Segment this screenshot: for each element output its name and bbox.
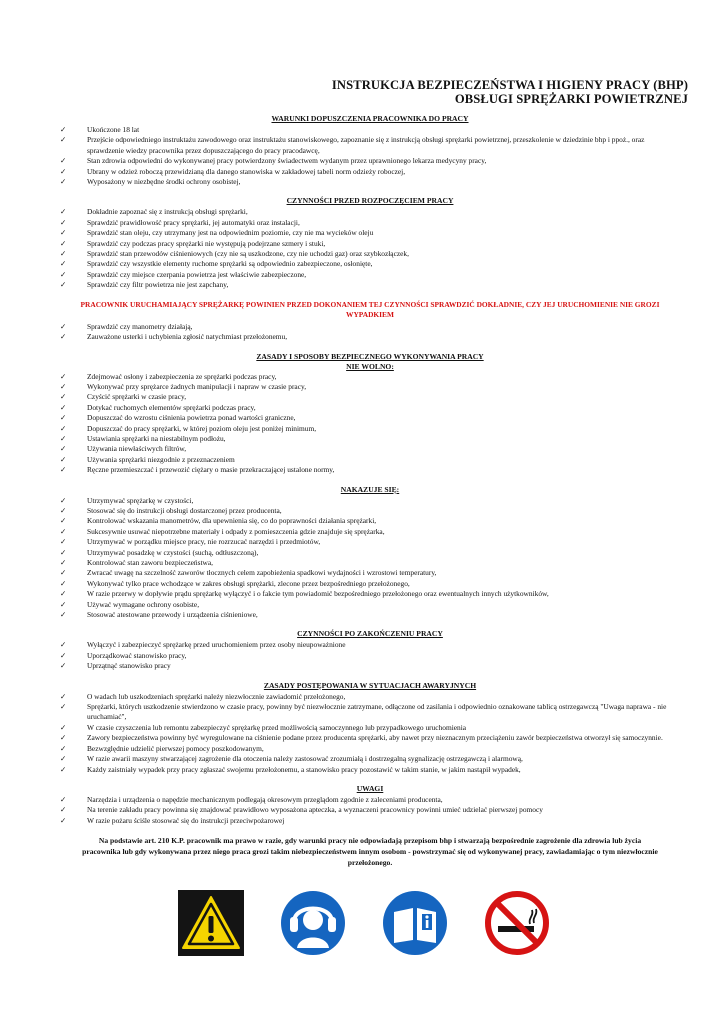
list-item-text: W razie przerwy w dopływie prądu sprężarkę wyłączyć i o fakcie tym powiadomić bezpośredniego przełożonego oraz ewentualnych innych użytkowników, xyxy=(87,589,549,599)
check-icon: ✓ xyxy=(60,578,67,588)
list-item-text: Sprawdzić czy wszystkie elementy ruchome sprężarki są odpowiednio zabezpieczone, osłonięte, xyxy=(87,259,373,269)
list-item xyxy=(60,805,680,815)
list-item-text: Dopuszczać do wzrostu ciśnienia powietrza ponad wartości graniczne, xyxy=(87,413,296,423)
list-item-text: Zwracać uwagę na szczelność zaworów tłocznych celem zapobieżenia spadkowi wydajności i wzrostowi temperatury, xyxy=(87,568,437,578)
general-warning-icon xyxy=(178,890,244,956)
list-item xyxy=(60,744,680,754)
read-instructions-icon xyxy=(382,890,448,956)
list-item-text: Zauważone usterki i uchybienia zgłosić natychmiast przełożonemu, xyxy=(87,332,288,342)
list-nie-wolno xyxy=(60,372,680,476)
list-item xyxy=(60,558,680,568)
list-item xyxy=(60,816,680,826)
list-warning xyxy=(60,322,680,343)
check-icon: ✓ xyxy=(60,610,67,620)
list-item-text: Dotykać ruchomych elementów sprężarki podczas pracy, xyxy=(87,402,256,412)
list-item xyxy=(60,579,680,589)
list-item xyxy=(60,280,680,290)
list-item-text: Zawory bezpieczeństwa powinny być wyregulowane na ciśnienie podane przez producenta sprężarki, aby nawet przy nieznacznym przeciążeniu zawór bezpieczeństwa otworzył się samoczynnie. xyxy=(87,733,663,743)
check-icon: ✓ xyxy=(60,589,67,599)
list-item xyxy=(60,496,680,506)
list-item xyxy=(60,765,680,775)
no-smoking-icon xyxy=(484,890,550,956)
list-item xyxy=(60,723,680,733)
check-icon: ✓ xyxy=(60,599,67,609)
check-icon: ✓ xyxy=(60,691,67,701)
list-item-text: Wyłączyć i zabezpieczyć sprężarkę przed uruchomieniem przez osoby nieupoważnione xyxy=(87,640,346,650)
check-icon: ✓ xyxy=(60,280,67,290)
section-heading-przed: CZYNNOŚCI PRZED ROZPOCZĘCIEM PRACY xyxy=(286,196,454,206)
list-item-text: Utrzymywać posadzkę w czystości (suchą, odtłuszczoną), xyxy=(87,547,259,557)
check-icon: ✓ xyxy=(60,423,67,433)
check-icon: ✓ xyxy=(60,794,67,804)
title-line-2: OBSŁUGI SPRĘŻARKI POWIETRZNEJ xyxy=(454,92,688,106)
list-item xyxy=(60,733,680,743)
check-icon: ✓ xyxy=(60,332,67,342)
check-icon: ✓ xyxy=(60,526,67,536)
list-item-text: Sprawdzić prawidłowość pracy sprężarki, jej automatyki oraz instalacji, xyxy=(87,217,300,227)
list-item xyxy=(60,218,680,228)
check-icon: ✓ xyxy=(60,764,67,774)
list-item xyxy=(60,506,680,516)
list-item xyxy=(60,661,680,671)
section-heading-uwagi: UWAGI xyxy=(356,783,384,793)
list-item xyxy=(60,692,680,702)
list-item xyxy=(60,372,680,382)
list-item xyxy=(60,600,680,610)
check-icon: ✓ xyxy=(60,505,67,515)
check-icon: ✓ xyxy=(60,166,67,176)
check-icon: ✓ xyxy=(60,754,67,764)
list-item-text: Używania niewłaściwych filtrów, xyxy=(87,444,187,454)
check-icon: ✓ xyxy=(60,207,67,217)
check-icon: ✓ xyxy=(60,156,67,166)
check-icon: ✓ xyxy=(60,805,67,815)
list-item-text: Czyścić sprężarki w czasie pracy, xyxy=(87,392,187,402)
safety-signs xyxy=(178,890,554,956)
list-item-text: Wykonywać tylko prace wchodzące w zakres obsługi sprężarki, zlecone przez bezpośredniego przełożonego, xyxy=(87,578,410,588)
list-nakazuje xyxy=(60,496,680,621)
list-uwagi xyxy=(60,795,680,826)
list-item xyxy=(60,434,680,444)
list-item xyxy=(60,239,680,249)
list-item-text: Dopuszczać do pracy sprężarki, w której poziom oleju jest poniżej minimum, xyxy=(87,423,317,433)
list-item-text: Sprawdzić czy miejsce czerpania powietrza jest właściwie zabezpieczone, xyxy=(87,269,307,279)
check-icon: ✓ xyxy=(60,433,67,443)
check-icon: ✓ xyxy=(60,392,67,402)
check-icon: ✓ xyxy=(60,444,67,454)
list-item-text: Kontrolować wskazania manometrów, dla upewnienia się, co do poprawności działania sprężarki, xyxy=(87,516,377,526)
list-item xyxy=(60,651,680,661)
list-item-text: Przejście odpowiedniego instruktażu zawodowego oraz instruktażu stanowiskowego, zapoznanie się z instrukcją obsługi sprężarki powietrznej, przeszkolenie w dziedzinie bhp i ppoż., oraz sprawdzenie wiedzy pracownika przez dopuszczającego do pracy pracodawcę, xyxy=(87,135,645,155)
section-heading-po: CZYNNOŚCI PO ZAKOŃCZENIU PRACY xyxy=(297,629,443,639)
list-item-text: Dokładnie zapoznać się z instrukcją obsługi sprężarki, xyxy=(87,207,248,217)
list-item-text: W razie awarii maszyny stwarzającej zagrożenie dla otoczenia należy zastosować zrozumiałą i dostrzegalną sygnalizację ostrzegawczą i alarmową, xyxy=(87,754,523,764)
list-item xyxy=(60,640,680,650)
list-item-text: O wadach lub uszkodzeniach sprężarki należy niezwłocznie zawiadomić przełożonego, xyxy=(87,691,346,701)
check-icon: ✓ xyxy=(60,558,67,567)
list-item-text: Utrzymywać sprężarkę w czystości, xyxy=(87,495,194,505)
check-icon: ✓ xyxy=(60,454,67,464)
list-item xyxy=(60,259,680,269)
list-item-text: Wykonywać przy sprężarce żadnych manipulacji i napraw w czasie pracy, xyxy=(87,381,307,391)
list-item xyxy=(60,332,680,342)
list-item-text: W razie pożaru ściśle stosować się do instrukcji przeciwpożarowej xyxy=(87,815,285,825)
check-icon: ✓ xyxy=(60,537,67,547)
check-icon: ✓ xyxy=(60,640,67,650)
list-item-text: W czasie czyszczenia lub remontu zabezpieczyć sprężarkę przed możliwością samoczynnego lub przypadkowego uruchomienia xyxy=(87,722,467,732)
list-item-text: Sukcesywnie usuwać niepotrzebne materiały i odpady z pomieszczenia gdzie znajduje się sprężarka, xyxy=(87,526,385,536)
list-item xyxy=(60,249,680,259)
list-item xyxy=(60,795,680,805)
list-item-text: Narzędzia i urządzenia o napędzie mechanicznym podlegają okresowym przeglądom zgodnie z zaleceniami producenta, xyxy=(87,794,443,804)
list-item-text: Sprawdzić stan oleju, czy utrzymany jest na odpowiednim poziomie, czy nie ma wycieków oleju xyxy=(87,228,374,238)
check-icon: ✓ xyxy=(60,815,67,825)
list-item-text: Sprawdzić czy manometry działają, xyxy=(87,321,193,331)
check-icon: ✓ xyxy=(60,743,67,753)
check-icon: ✓ xyxy=(60,371,67,381)
warning-text: PRACOWNIK URUCHAMIAJĄCY SPRĘŻARKĘ POWINIEN PRZED DOKONANIEM TEJ CZYNNOŚCI SPRAWDZIĆ DOKŁADNIE, CZY JEJ URUCHOMIENIE NIE GROZI WYPADKIEM xyxy=(80,299,660,319)
list-item xyxy=(60,516,680,526)
list-item xyxy=(60,403,680,413)
list-item xyxy=(60,207,680,217)
list-item-text: Uprzątnąć stanowisko pracy xyxy=(87,661,171,671)
document-title xyxy=(332,78,688,106)
list-item xyxy=(60,444,680,454)
check-icon: ✓ xyxy=(60,547,67,557)
check-icon: ✓ xyxy=(60,568,67,578)
list-item xyxy=(60,167,680,177)
list-item-text: Kontrolować stan zaworu bezpieczeństwa, xyxy=(87,558,213,567)
check-icon: ✓ xyxy=(60,269,67,279)
list-item xyxy=(60,156,680,166)
list-item xyxy=(60,537,680,547)
list-item-text: Zdejmować osłony i zabezpieczenia ze sprężarki podczas pracy, xyxy=(87,371,277,381)
check-icon: ✓ xyxy=(60,125,67,134)
check-icon: ✓ xyxy=(60,661,67,671)
list-item xyxy=(60,465,680,475)
list-item xyxy=(60,424,680,434)
check-icon: ✓ xyxy=(60,465,67,475)
list-po xyxy=(60,640,680,671)
list-item xyxy=(60,228,680,238)
list-item-text: Na terenie zakładu pracy powinna się znajdować prawidłowo wyposażona apteczka, a wyznaczeni pracownicy powinni umieć udzielać pierwszej pomocy xyxy=(87,805,543,815)
document-body xyxy=(60,114,680,868)
list-item xyxy=(60,135,680,156)
check-icon: ✓ xyxy=(60,733,67,743)
list-item-text: Ustawiania sprężarki na niestabilnym podłożu, xyxy=(87,433,226,443)
list-item-text: Wyposażony w niezbędne środki ochrony osobistej, xyxy=(87,177,241,187)
list-item-text: Uporządkować stanowisko pracy, xyxy=(87,650,187,660)
check-icon: ✓ xyxy=(60,321,67,331)
check-icon: ✓ xyxy=(60,650,67,660)
list-przed xyxy=(60,207,680,290)
list-awaryjne xyxy=(60,692,680,775)
list-item xyxy=(60,568,680,578)
check-icon: ✓ xyxy=(60,402,67,412)
section-subheading-nie-wolno: NIE WOLNO: xyxy=(346,361,394,371)
check-icon: ✓ xyxy=(60,722,67,732)
list-item xyxy=(60,702,680,723)
list-item xyxy=(60,527,680,537)
check-icon: ✓ xyxy=(60,249,67,259)
check-icon: ✓ xyxy=(60,413,67,423)
section-heading-warunki: WARUNKI DOPUSZCZENIA PRACOWNIKA DO PRACY xyxy=(271,114,469,123)
section-heading-nakazuje: NAKAZUJE SIĘ: xyxy=(340,484,400,494)
list-warunki xyxy=(60,125,680,187)
check-icon: ✓ xyxy=(60,381,67,391)
list-item-text: Stan zdrowia odpowiedni do wykonywanej pracy potwierdzony świadectwem wydanym przez uprawnionego lekarza medycyny pracy, xyxy=(87,156,487,166)
list-item xyxy=(60,754,680,764)
section-heading-zasady: ZASADY I SPOSOBY BEZPIECZNEGO WYKONYWANIA PRACY xyxy=(256,351,484,361)
list-item xyxy=(60,270,680,280)
list-item xyxy=(60,548,680,558)
list-item xyxy=(60,177,680,187)
list-item-text: Ubrany w odzież roboczą przewidzianą dla danego stanowiska w zakładowej tabeli norm odzieży roboczej, xyxy=(87,166,406,176)
list-item xyxy=(60,589,680,599)
list-item xyxy=(60,125,680,135)
list-item-text: Ręczne przemieszczać i przewozić ciężary o masie przekraczającej ustalone normy, xyxy=(87,465,335,475)
check-icon: ✓ xyxy=(60,217,67,227)
list-item-text: Stosować atestowane przewody i urządzenia ciśnieniowe, xyxy=(87,610,258,620)
list-item xyxy=(60,392,680,402)
hearing-protection-icon xyxy=(280,890,346,956)
list-item-text: Stosować się do instrukcji obsługi dostarczonej przez producenta, xyxy=(87,505,282,515)
list-item xyxy=(60,455,680,465)
list-item-text: Bezwzględnie udzielić pierwszej pomocy poszkodowanym, xyxy=(87,743,264,753)
check-icon: ✓ xyxy=(60,238,67,248)
check-icon: ✓ xyxy=(60,228,67,238)
list-item-text: Sprawdzić czy podczas pracy sprężarki nie występują podejrzane szmery i stuki, xyxy=(87,238,326,248)
list-item-text: Każdy zaistniały wypadek przy pracy zgłaszać swojemu przełożonemu, a stanowisko pracy pozostawić w takim stanie, w jakim nastąpił wypadek, xyxy=(87,764,521,774)
list-item-text: Sprężarki, których uszkodzenie stwierdzono w czasie pracy, powinny być niezwłocznie zatrzymane, odłączone od zasilania i odpowiednio oznakowane tablicą ostrzegawczą "Uwaga naprawa - nie uruchamiać", xyxy=(87,702,667,722)
list-item-text: Sprawdzić stan przewodów ciśnieniowych (czy nie są uszkodzone, czy nie uchodzi gaz) oraz szybkozłączek, xyxy=(87,249,409,259)
footer-legal-note: Na podstawie art. 210 K.P. pracownik ma prawo w razie, gdy warunki pracy nie odpowiadają przepisom bhp i stwarzają bezpośrednie zagrożenie dla zdrowia lub życia pracownika lub gdy wykonywana przez niego praca grozi takim niebezpieczeństwem innym osobom - powstrzymać się od wykonywanej pracy, zawiadamiając o tym niezwłocznie przełożonego. xyxy=(82,836,658,868)
list-item xyxy=(60,413,680,423)
check-icon: ✓ xyxy=(60,135,67,145)
check-icon: ✓ xyxy=(60,516,67,526)
check-icon: ✓ xyxy=(60,259,67,269)
list-item xyxy=(60,322,680,332)
section-heading-awaryjne: ZASADY POSTĘPOWANIA W SYTUACJACH AWARYJNYCH xyxy=(263,680,477,690)
list-item xyxy=(60,382,680,392)
check-icon: ✓ xyxy=(60,702,67,712)
list-item-text: Sprawdzić czy filtr powietrza nie jest zapchany, xyxy=(87,280,229,290)
check-icon: ✓ xyxy=(60,177,67,187)
list-item-text: Używać wymagane ochrony osobiste, xyxy=(87,599,200,609)
check-icon: ✓ xyxy=(60,495,67,505)
list-item-text: Używania sprężarki niezgodnie z przeznaczeniem xyxy=(87,454,235,464)
list-item xyxy=(60,610,680,620)
list-item-text: Ukończone 18 lat xyxy=(87,125,140,134)
list-item-text: Utrzymywać w porządku miejsce pracy, nie rozrzucać narzędzi i przedmiotów, xyxy=(87,537,321,547)
title-line-1: INSTRUKCJA BEZPIECZEŃSTWA I HIGIENY PRACY (BHP) xyxy=(331,78,688,92)
